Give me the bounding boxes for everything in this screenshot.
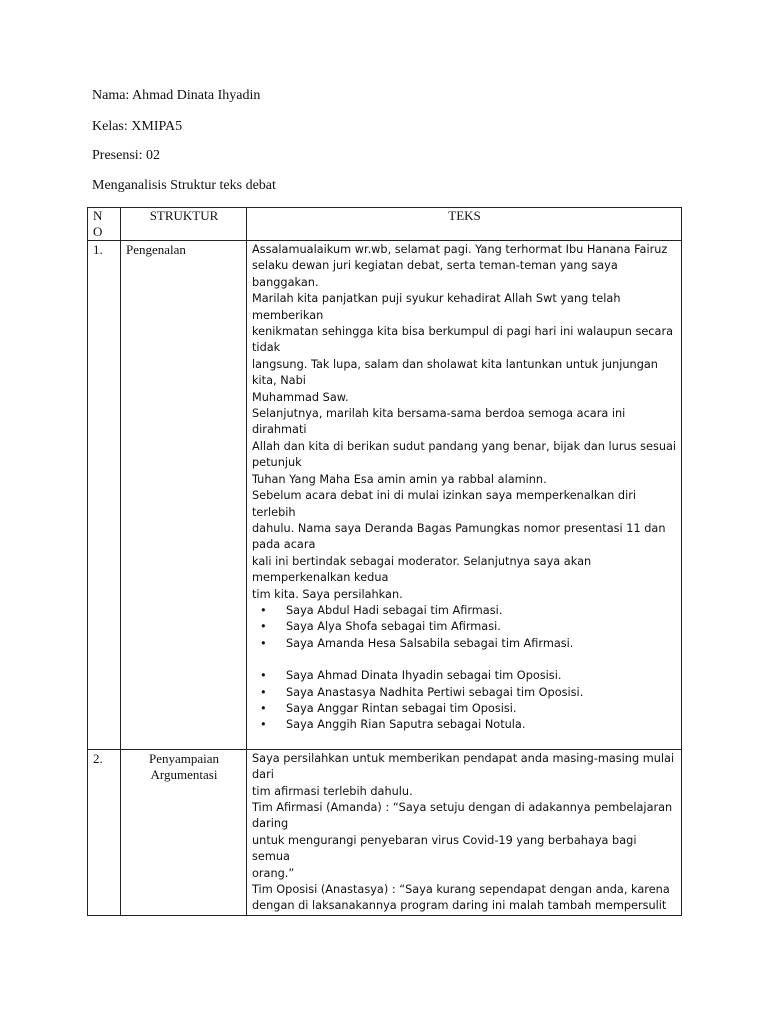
- table-header-row: [88, 208, 682, 241]
- header-struktur: STRUKTUR: [121, 208, 247, 241]
- list-spacer: [252, 652, 677, 668]
- list-item: • Saya Amanda Hesa Salsabila sebagai tim Afirmasi.: [286, 636, 677, 652]
- row-1-struktur: Pengenalan: [121, 241, 247, 750]
- row-2-teks: [247, 749, 682, 915]
- text-line: Marilah kita panjatkan puji syukur kehadirat Allah Swt yang telah memberikan: [252, 292, 621, 322]
- text-line: kenikmatan sehingga kita bisa berkumpul di pagi hari ini walaupun secara tidak: [252, 325, 674, 355]
- row-2-no: 2.: [88, 749, 121, 915]
- kelas-line: Kelas: XMIPA5: [92, 119, 183, 134]
- header-no-line1: N: [93, 208, 103, 223]
- text-line: Muhammad Saw.: [252, 390, 349, 404]
- presensi-line: Presensi: 02: [92, 148, 161, 163]
- row-1-teks: [247, 241, 682, 750]
- text-line: Tim Afirmasi (Amanda) : “Saya setuju dengan di adakannya pembelajaran daring: [252, 801, 673, 831]
- list-item: • Saya Ahmad Dinata Ihyadin sebagai tim Oposisi.: [286, 668, 677, 684]
- text-line: Allah dan kita di berikan sudut pandang yang benar, bijak dan lurus sesuai petunjuk: [252, 439, 677, 470]
- row-2-struktur: [121, 749, 247, 915]
- header-no-line2: O: [93, 224, 103, 239]
- list-item: • Saya Anggar Rintan sebagai tim Oposisi.: [286, 701, 677, 717]
- text-line: kali ini bertindak sebagai moderator. Selanjutnya saya akan memperkenalkan kedua: [252, 554, 592, 585]
- list-item: • Saya Anastasya Nadhita Pertiwi sebagai tim Oposisi.: [286, 685, 677, 701]
- text-line: orang.”: [252, 866, 295, 880]
- list-item: • Saya Alya Shofa sebagai tim Afirmasi.: [286, 619, 677, 635]
- row-2-struktur-line1: Penyampaian: [148, 750, 220, 766]
- row-2-struktur-line2: Argumentasi: [150, 766, 218, 782]
- text-line: untuk mengurangi penyebaran virus Covid-19 yang berbahaya bagi semua: [252, 833, 637, 864]
- text-line: langsung. Tak lupa, salam dan sholawat kita lantunkan untuk junjungan kita, Nabi: [252, 357, 658, 388]
- header-no: [88, 208, 121, 241]
- assignment-title: Menganalisis Struktur teks debat: [92, 178, 276, 193]
- nama-line: Nama: Ahmad Dinata Ihyadin: [92, 88, 261, 103]
- table-row: [88, 241, 682, 750]
- text-line: Tuhan Yang Maha Esa amin amin ya rabbal alaminn.: [252, 472, 547, 486]
- text-line: Selanjutnya, marilah kita bersama-sama berdoa semoga acara ini dirahmati: [252, 407, 626, 437]
- text-line: Saya persilahkan untuk memberikan pendapat anda masing-masing mulai dari: [252, 751, 675, 782]
- list-item: • Saya Abdul Hadi sebagai tim Afirmasi.: [286, 603, 677, 619]
- text-line: Assalamualaikum wr.wb, selamat pagi. Yang terhormat Ibu Hanana Fairuz: [252, 243, 668, 256]
- text-line: Tim Oposisi (Anastasya) : “Saya kurang sependapat dengan anda, karena: [252, 883, 670, 897]
- text-line: selaku dewan juri kegiatan debat, serta teman-teman yang saya banggakan.: [252, 259, 618, 289]
- text-line: Sebelum acara debat ini di mulai izinkan saya memperkenalkan diri terlebih: [252, 489, 637, 519]
- text-line: dahulu. Nama saya Deranda Bagas Pamungkas nomor presentasi 11 dan pada acara: [252, 521, 666, 552]
- afirmasi-team-list: [252, 603, 677, 652]
- table-row: [88, 749, 682, 915]
- text-line: tim kita. Saya persilahkan.: [252, 587, 403, 601]
- header-teks: TEKS: [247, 208, 682, 241]
- list-item: • Saya Anggih Rian Saputra sebagai Notula.: [286, 717, 677, 733]
- structure-table: [87, 207, 682, 916]
- text-line: tim afirmasi terlebih dahulu.: [252, 784, 413, 798]
- text-line: dengan di laksanakannya program daring ini malah tambah mempersulit: [252, 899, 667, 913]
- oposisi-team-list: [252, 668, 677, 734]
- row-1-no: 1.: [88, 241, 121, 750]
